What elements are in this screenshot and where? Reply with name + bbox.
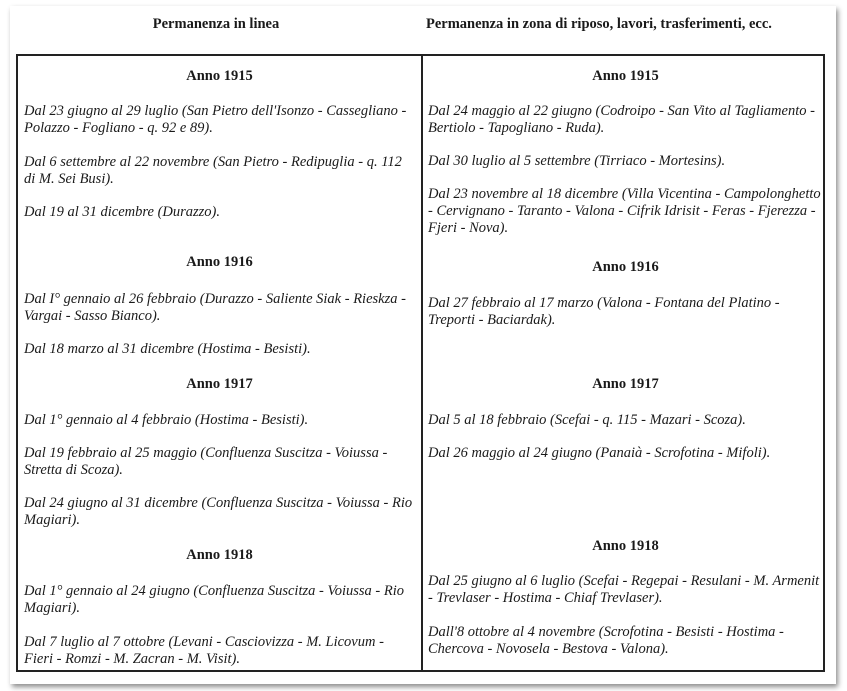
list-item: Dal 23 giugno al 29 luglio (San Pietro dell'Isonzo - Cassegliano - Polazzo - Fogliano - q. 92 e 89).	[24, 103, 407, 136]
header-permanenza-in-zona-riposo: Permanenza in zona di riposo, lavori, trasferimenti, ecc.	[426, 16, 772, 32]
year-heading-1917: Anno 1917	[186, 376, 253, 392]
list-item: Dal 19 febbraio al 25 maggio (Confluenza Suscitza - Voiussa - Stretta di Scoza).	[24, 445, 388, 478]
list-item: Dal 1° gennaio al 24 giugno (Confluenza Suscitza - Voiussa - Rio Magiari).	[24, 583, 404, 616]
year-heading-1917: Anno 1917	[592, 376, 659, 392]
list-item: Dal I° gennaio al 26 febbraio (Durazzo - Saliente Siak - Rieskza - Vargai - Sasso Bianco).	[24, 291, 406, 324]
list-item: Dal 6 settembre al 22 novembre (San Pietro - Redipuglia - q. 112 di M. Sei Busi).	[24, 154, 402, 187]
list-item: Dal 25 giugno al 6 luglio (Scefai - Regepai - Resulani - M. Armenit - Trevlaser - Hostima - Chiaf Trevlaser).	[428, 573, 820, 606]
list-item: Dall'8 ottobre al 4 novembre (Scrofotina - Besisti - Hostima - Chercova - Novosela - Bestova - Valona).	[428, 624, 784, 657]
year-heading-1915: Anno 1915	[592, 68, 659, 84]
list-item: Dal 7 luglio al 7 ottobre (Levani - Casciovizza - M. Licovum - Fieri - Romzi - M. Zacran - M. Visit).	[24, 634, 384, 667]
year-heading-1916: Anno 1916	[592, 259, 659, 275]
column-zona-riposo	[428, 56, 823, 670]
list-item: Dal 24 maggio al 22 giugno (Codroipo - San Vito al Tagliamento - Bertiolo - Tapogliano - Ruda).	[428, 103, 815, 136]
chronology-table	[16, 54, 825, 672]
column-divider	[421, 56, 423, 670]
list-item: Dal 24 giugno al 31 dicembre (Confluenza Suscitza - Voiussa - Rio Magiari).	[24, 495, 413, 528]
list-item: Dal 26 maggio al 24 giugno (Panaià - Scrofotina - Mifoli).	[428, 445, 771, 461]
year-heading-1918: Anno 1918	[592, 538, 659, 554]
list-item: Dal 19 al 31 dicembre (Durazzo).	[24, 204, 220, 220]
list-item: Dal 23 novembre al 18 dicembre (Villa Vicentina - Campolonghetto - Cervignano - Taranto - Valona - Cifrik Idrisit - Feras - Fjerezza - Fjeri - Nova).	[428, 186, 821, 236]
list-item: Dal 27 febbraio al 17 marzo (Valona - Fontana del Platino - Treporti - Baciardak).	[428, 295, 780, 328]
list-item: Dal 30 luglio al 5 settembre (Tirriaco - Mortesins).	[428, 153, 726, 169]
list-item: Dal 1° gennaio al 4 febbraio (Hostima - Besisti).	[24, 412, 309, 428]
year-heading-1918: Anno 1918	[186, 547, 253, 563]
year-heading-1916: Anno 1916	[186, 254, 253, 270]
column-in-linea	[24, 56, 415, 670]
document-page	[10, 6, 836, 684]
list-item: Dal 5 al 18 febbraio (Scefai - q. 115 - Mazari - Scoza).	[428, 412, 746, 428]
year-heading-1915: Anno 1915	[186, 68, 253, 84]
list-item: Dal 18 marzo al 31 dicembre (Hostima - Besisti).	[24, 341, 311, 357]
header-permanenza-in-linea: Permanenza in linea	[152, 16, 280, 32]
table-headers	[10, 6, 836, 54]
